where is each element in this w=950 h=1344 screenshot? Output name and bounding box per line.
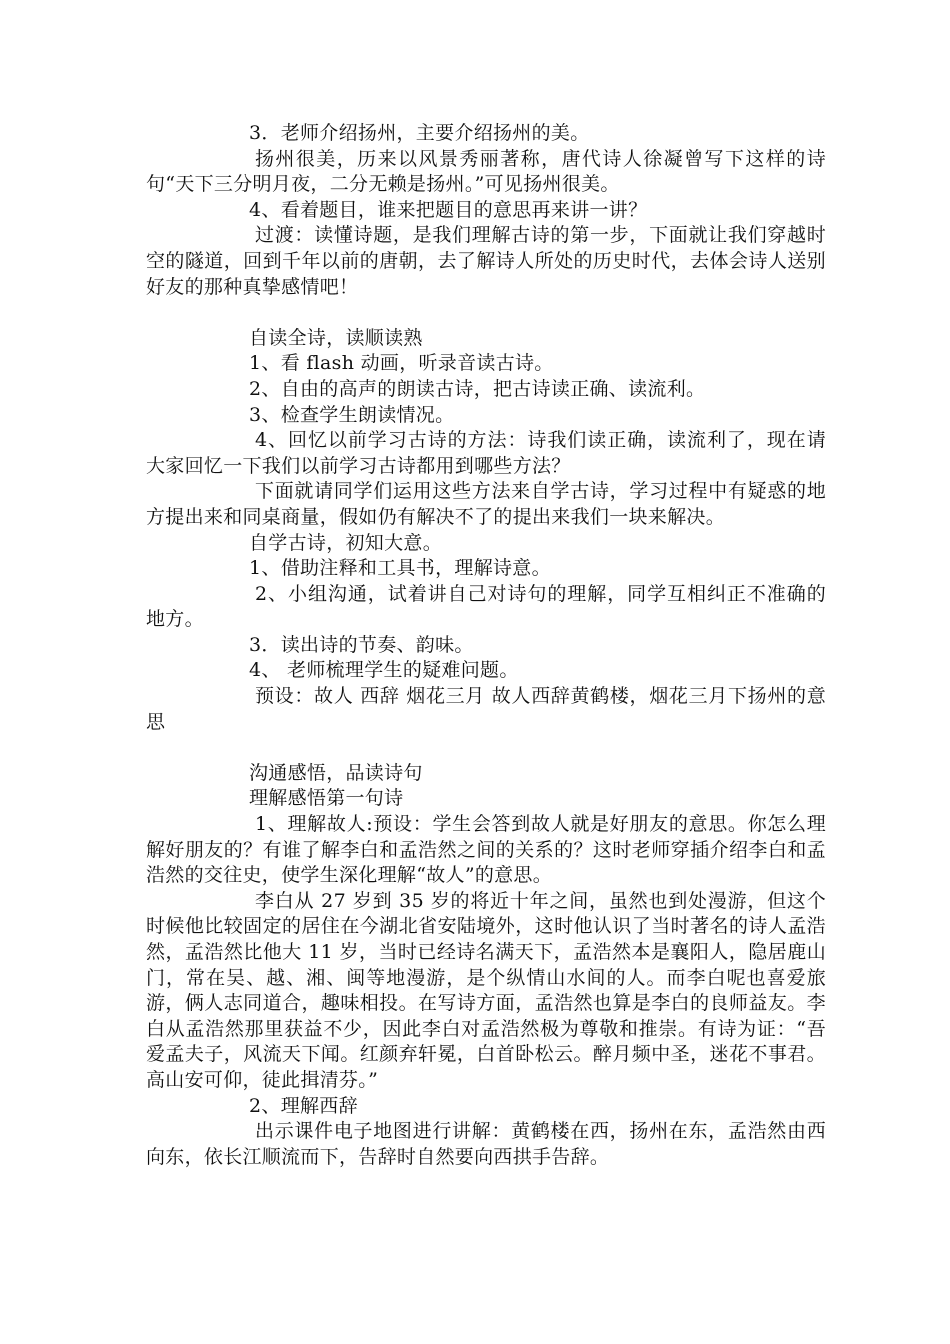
section-heading-first-line: 理解感悟第一句诗 — [249, 787, 404, 810]
paragraph-explain-title: 4、看着题目，谁来把题目的意思再来讲一讲？ — [249, 198, 648, 221]
paragraph-preset: 预设：故人 西辞 烟花三月 故人西辞黄鹤楼，烟花三月下扬州的意思 — [146, 685, 826, 733]
paragraph-use-notes: 1、借助注释和工具书，理解诗意。 — [249, 557, 551, 580]
paragraph-group-discussion: 2、小组沟通，试着讲自己对诗句的理解，同学互相纠正不准确的地方。 — [146, 582, 826, 631]
paragraph-old-friend: 1、理解故人:预设：学生会答到故人就是好朋友的意思。你怎么理解好朋友的？有谁了解李白和孟浩然之间的关系的？这时老师穿插介绍李白和孟浩然的交往史，使学生深化理解“故人”的意思。 — [146, 813, 826, 887]
paragraph-recall-methods: 4、回忆以前学习古诗的方法：诗我们读正确，读流利了，现在请大家回忆一下我们以前学习古诗都用到哪些方法？ — [146, 429, 826, 477]
paragraph-flash-animation: 1、看 flash 动画，听录音读古诗。 — [249, 352, 554, 375]
paragraph-sort-questions: 4、 老师梳理学生的疑难问题。 — [249, 659, 519, 682]
paragraph-transition: 过渡：读懂诗题，是我们理解古诗的第一步，下面就让我们穿越时空的隧道，回到千年以前的唐朝，去了解诗人所处的历史时代，去体会诗人送别好友的那种真挚感情吧！ — [146, 224, 826, 298]
paragraph-yangzhou-beauty: 扬州很美，历来以风景秀丽著称，唐代诗人徐凝曾写下这样的诗句“天下三分明月夜，二分无赖是扬州。”可见扬州很美。 — [146, 147, 826, 196]
paragraph-teacher-intro-yangzhou: 3．老师介绍扬州，主要介绍扬州的美。 — [249, 122, 590, 144]
paragraph-li-bai-history: 李白从 27 岁到 35 岁的将近十年之间，虽然也到处漫游，但这个时候他比较固定的居住在今湖北省安陆境外，这时他认识了当时著名的诗人孟浩然，孟浩然比他大 11 岁，当时已经诗名满天下，孟浩然本是襄阳人，隐居鹿山门，常在吴、越、湘、闽等地漫游，是个纵情山水间的人。而李白呢也喜爱旅游，俩人志同道合，趣味相投。在写诗方面，孟浩然也算是李白的良师益友。李白从孟浩然那里获益不少，因此李白对孟浩然极为尊敬和推崇。有诗为证：“吾爱孟夫子，风流天下闻。红颜弃轩冕，白首卧松云。醉月频中圣，迷花不事君。高山安可仰，徒此揖清芬。” — [146, 889, 826, 1091]
paragraph-understand-xici: 2、理解西辞 — [249, 1094, 358, 1117]
document-body — [146, 121, 826, 1170]
blank-line — [146, 300, 826, 326]
section-heading-self-study: 自学古诗，初知大意。 — [249, 531, 443, 554]
paragraph-read-aloud: 2、自由的高声的朗读古诗，把古诗读正确、读流利。 — [249, 377, 706, 400]
section-heading-understand: 沟通感悟，品读诗句 — [249, 761, 423, 784]
blank-line — [146, 735, 826, 761]
paragraph-rhythm: 3．读出诗的节奏、韵味。 — [249, 633, 474, 656]
paragraph-check-reading: 3、检查学生朗读情况。 — [249, 403, 455, 426]
paragraph-self-study: 下面就请同学们运用这些方法来自学古诗，学习过程中有疑惑的地方提出来和同桌商量，假如仍有解决不了的提出来我们一块来解决。 — [146, 480, 826, 528]
section-heading-read-poem: 自读全诗，读顺读熟 — [249, 326, 423, 349]
paragraph-map-explanation: 出示课件电子地图进行讲解：黄鹤楼在西，扬州在东，孟浩然由西向东，依长江顺流而下，告辞时自然要向西拱手告辞。 — [146, 1120, 826, 1168]
